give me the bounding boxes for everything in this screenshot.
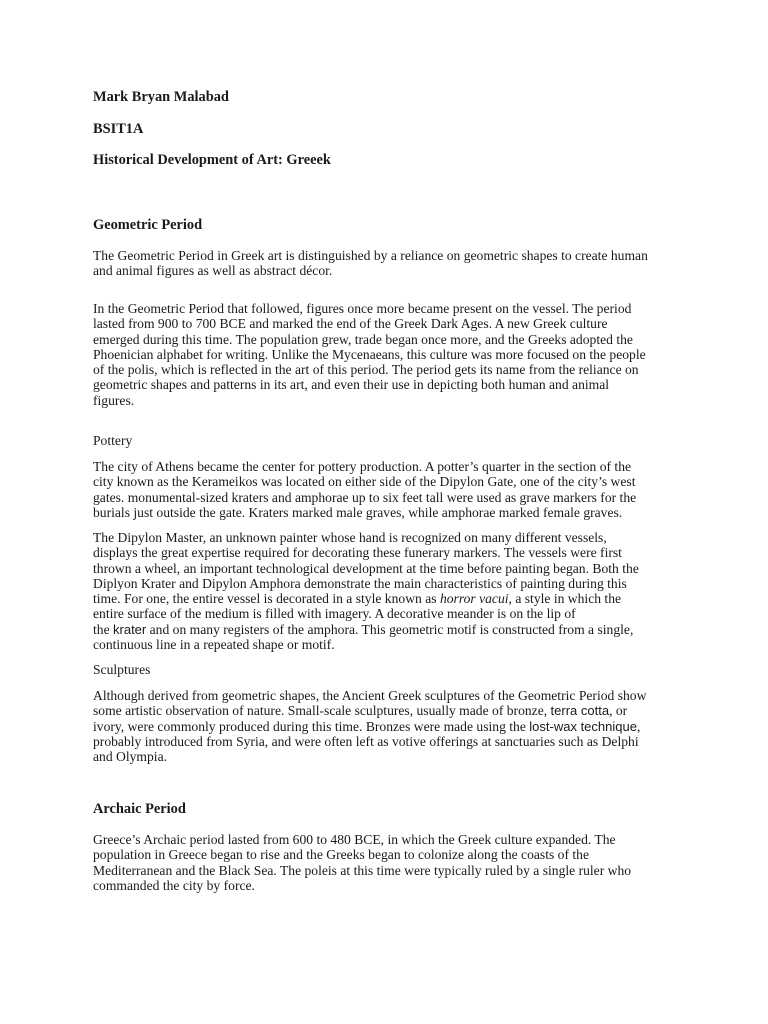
text-line: thrown a wheel, an important technological development at the time before painting began. Both the [93, 560, 639, 576]
text-line: probably introduced from Syria, and were often left as votive offerings at sanctuaries such as Delphi [93, 733, 639, 749]
archaic-paragraph [93, 832, 631, 893]
text-line [93, 719, 646, 734]
text-line: displays the great expertise required for decorating these funerary markers. The vessels were first [93, 545, 622, 561]
text-line: Mediterranean and the Black Sea. The poleis at this time were typically ruled by a single ruler who [93, 862, 632, 878]
text-line: city known as the Kerameikos was located on either side of the Dipylon Gate, one of the city’s west [93, 474, 636, 490]
text-line [93, 622, 639, 637]
text-line: figures. [93, 392, 135, 408]
document-title: Historical Development of Art: Greeek [93, 152, 331, 168]
text-line: The city of Athens became the center for pottery production. A potter’s quarter in the section of the [93, 459, 632, 474]
text-line: Although derived from geometric shapes, the Ancient Greek sculptures of the Geometric Period show [93, 688, 647, 703]
pottery-heading: Pottery [93, 433, 133, 448]
text-line: commanded the city by force. [93, 877, 255, 893]
text-line: entire surface of the medium is filled with imagery. A decorative meander is on the lip of [93, 606, 576, 622]
terra-cotta-link[interactable]: terra cotta [550, 703, 610, 719]
text-run: the [93, 621, 114, 637]
geometric-period-heading: Geometric Period [93, 217, 203, 233]
lost-wax-technique-link[interactable]: lost-wax technique [529, 718, 637, 734]
pottery-paragraph-1 [93, 459, 636, 520]
section-code: BSIT1A [93, 121, 144, 137]
text-line: The Geometric Period in Greek art is distinguished by a reliance on geometric shapes to create human [93, 248, 648, 263]
text-line: geometric shapes and patterns in its art, and even their use in depicting both human and animal [93, 377, 610, 393]
text-run: , or [609, 703, 628, 719]
text-line: In the Geometric Period that followed, figures once more became present on the vessel. The period [93, 301, 632, 316]
text-line: Greece’s Archaic period lasted from 600 to 480 BCE, in which the Greek culture expanded. The [93, 832, 616, 847]
text-line: and Olympia. [93, 749, 167, 765]
text-run: , [636, 718, 641, 734]
text-run: and on many registers of the amphora. This geometric motif is constructed from a single, [146, 621, 634, 637]
text-line: The Dipylon Master, an unknown painter whose hand is recognized on many different vessels, [93, 530, 607, 545]
text-line: population in Greece began to rise and the Greeks began to colonize along the coasts of the [93, 847, 589, 863]
text-run: some artistic observation of nature. Small-scale sculptures, usually made of bronze, [93, 703, 551, 719]
pottery-paragraph-2 [93, 530, 639, 652]
text-line: and animal figures as well as abstract décor. [93, 263, 333, 279]
text-line: burials just outside the gate. Kraters marked male graves, while amphorae marked female graves. [93, 504, 623, 520]
krater-link[interactable]: krater [113, 621, 147, 637]
text-line: Diplyon Krater and Dipylon Amphora demonstrate the main characteristics of painting during this [93, 575, 627, 591]
text-line: emerged during this time. The population grew, trade began once more, and the Greeks adopted the [93, 331, 633, 347]
text-run: ivory, were commonly produced during this time. Bronzes were made using the [93, 718, 530, 734]
author-name: Mark Bryan Malabad [93, 89, 229, 105]
text-line: Phoenician alphabet for writing. Unlike the Mycenaeans, this culture was more focused on the people [93, 346, 646, 362]
text-run: time. For one, the entire vessel is decorated in a style known as [93, 591, 440, 607]
text-line: lasted from 900 to 700 BCE and marked the end of the Greek Dark Ages. A new Greek culture [93, 316, 608, 332]
geometric-intro-paragraph [93, 248, 648, 279]
text-line [93, 591, 639, 606]
text-line: gates. monumental-sized kraters and amphorae up to six feet tall were used as grave markers for the [93, 489, 637, 505]
sculptures-paragraph [93, 688, 646, 764]
sculptures-heading: Sculptures [93, 662, 151, 677]
text-line [93, 703, 646, 718]
archaic-period-heading: Archaic Period [93, 801, 186, 817]
text-run: , a style in which the [508, 591, 622, 607]
text-line: continuous line in a repeated shape or motif. [93, 637, 335, 653]
text-line: of the polis, which is reflected in the art of this period. The period gets its name from the reliance on [93, 362, 639, 378]
geometric-detail-paragraph [93, 301, 646, 408]
horror-vacui-term: horror vacui [439, 591, 509, 607]
